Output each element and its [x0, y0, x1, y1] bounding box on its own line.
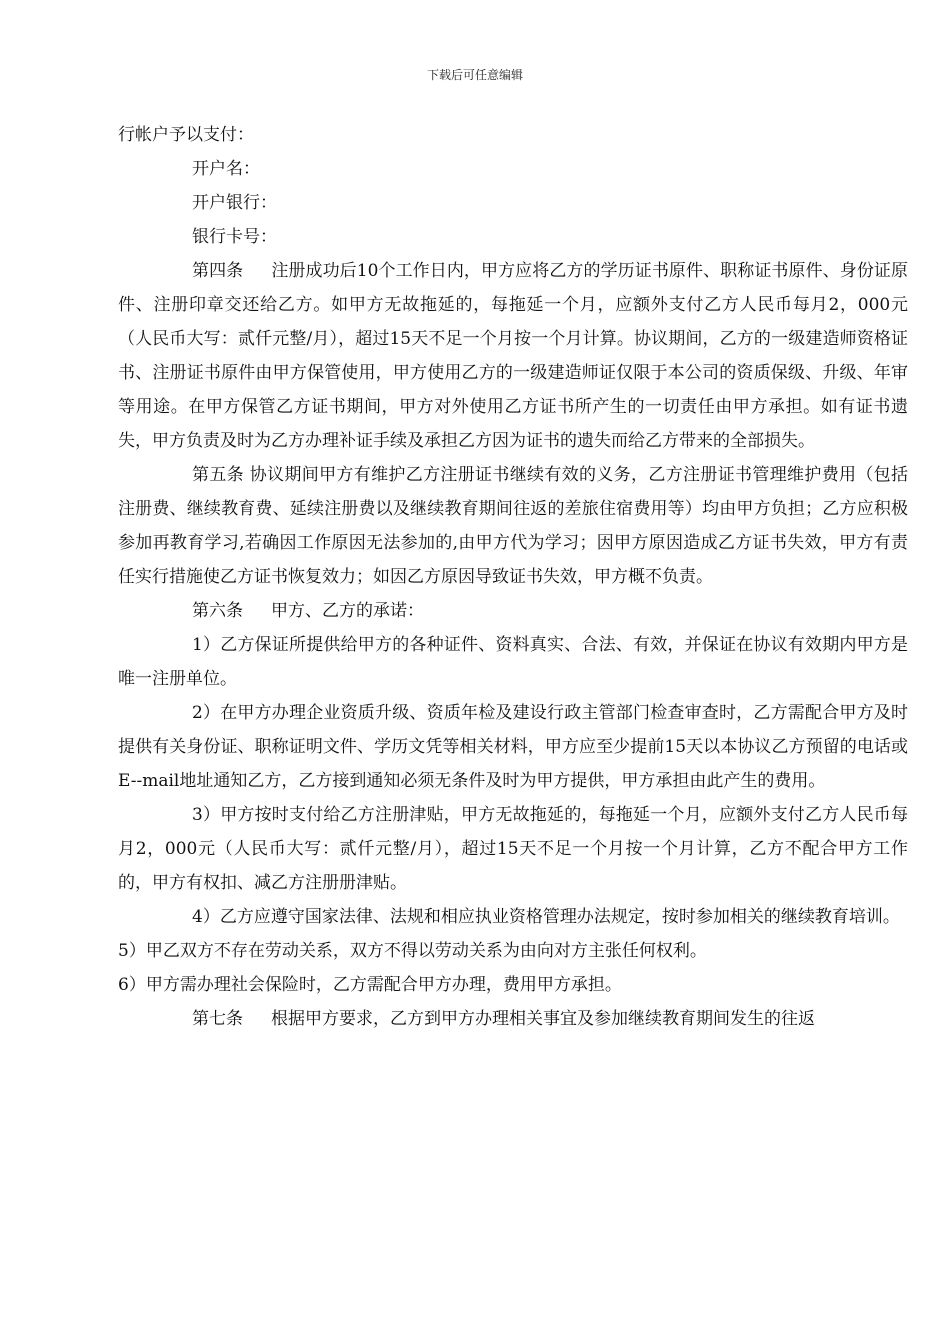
article-7	[118, 1002, 908, 1036]
article-6-title: 第六条	[192, 601, 243, 621]
list-item: 5）甲乙双方不存在劳动关系，双方不得以劳动关系为由向对方主张任何权利。	[118, 941, 707, 961]
bank-name-line: 开户银行：	[192, 193, 277, 213]
article-7-text: 根据甲方要求，乙方到甲方办理相关事宜及参加继续教育期间发生的往返	[271, 1009, 815, 1029]
article-6-text: 甲方、乙方的承诺：	[271, 601, 424, 621]
article-7-title: 第七条	[192, 1009, 243, 1029]
list-item: 1）乙方保证所提供给甲方的各种证件、资料真实、合法、有效，并保证在协议有效期内甲方是唯一注册单位。	[118, 635, 908, 689]
card-number-line: 银行卡号：	[192, 227, 277, 247]
document-body	[118, 118, 908, 1036]
article-5-title: 第五条	[192, 465, 244, 485]
article-5	[118, 458, 908, 594]
article-4-title: 第四条	[192, 261, 244, 281]
list-item: 3）甲方按时支付给乙方注册津贴，甲方无故拖延的，每拖延一个月，应额外支付乙方人民币每月2，000元（人民币大写：贰仟元整/月），超过15天不足一个月按一个月计算，乙方不配合甲方工作的，甲方有权扣、减乙方注册册津贴。	[118, 805, 908, 893]
article-4-text: 注册成功后10个工作日内，甲方应将乙方的学历证书原件、职称证书原件、身份证原件、注册印章交还给乙方。如甲方无故拖延的，每拖延一个月，应额外支付乙方人民币每月2，000元（人民币大写：贰仟元整/月），超过15天不足一个月按一个月计算。协议期间，乙方的一级建造师资格证书、注册证书原件由甲方保管使用，甲方使用乙方的一级建造师证仅限于本公司的资质保级、升级、年审等用途。在甲方保管乙方证书期间，甲方对外使用乙方证书所产生的一切责任由甲方承担。如有证书遗失，甲方负责及时为乙方办理补证手续及承担乙方因为证书的遗失而给乙方带来的全部损失。	[118, 261, 909, 451]
list-item: 2）在甲方办理企业资质升级、资质年检及建设行政主管部门检查审查时，乙方需配合甲方及时提供有关身份证、职称证明文件、学历文凭等相关材料，甲方应至少提前15天以本协议乙方预留的电话或E--mail地址通知乙方，乙方接到通知必须无条件及时为甲方提供，甲方承担由此产生的费用。	[118, 703, 908, 791]
paragraph-payment: 行帐户予以支付：	[118, 125, 254, 145]
article-6	[118, 594, 908, 628]
account-name-line: 开户名：	[192, 159, 260, 179]
list-item: 6）甲方需办理社会保险时，乙方需配合甲方办理，费用甲方承担。	[118, 975, 622, 995]
article-4	[118, 254, 908, 458]
article-5-text: 协议期间甲方有维护乙方注册证书继续有效的义务，乙方注册证书管理维护费用（包括注册费、继续教育费、延续注册费以及继续教育期间往返的差旅住宿费用等）均由甲方负担；乙方应积极参加再教育学习,若确因工作原因无法参加的,由甲方代为学习；因甲方原因造成乙方证书失效，甲方有责任实行措施使乙方证书恢复效力；如因乙方原因导致证书失效，甲方概不负责。	[118, 465, 909, 587]
page-header: 下载后可任意编辑	[426, 68, 523, 82]
list-item: 4）乙方应遵守国家法律、法规和相应执业资格管理办法规定，按时参加相关的继续教育培训。	[192, 907, 900, 927]
